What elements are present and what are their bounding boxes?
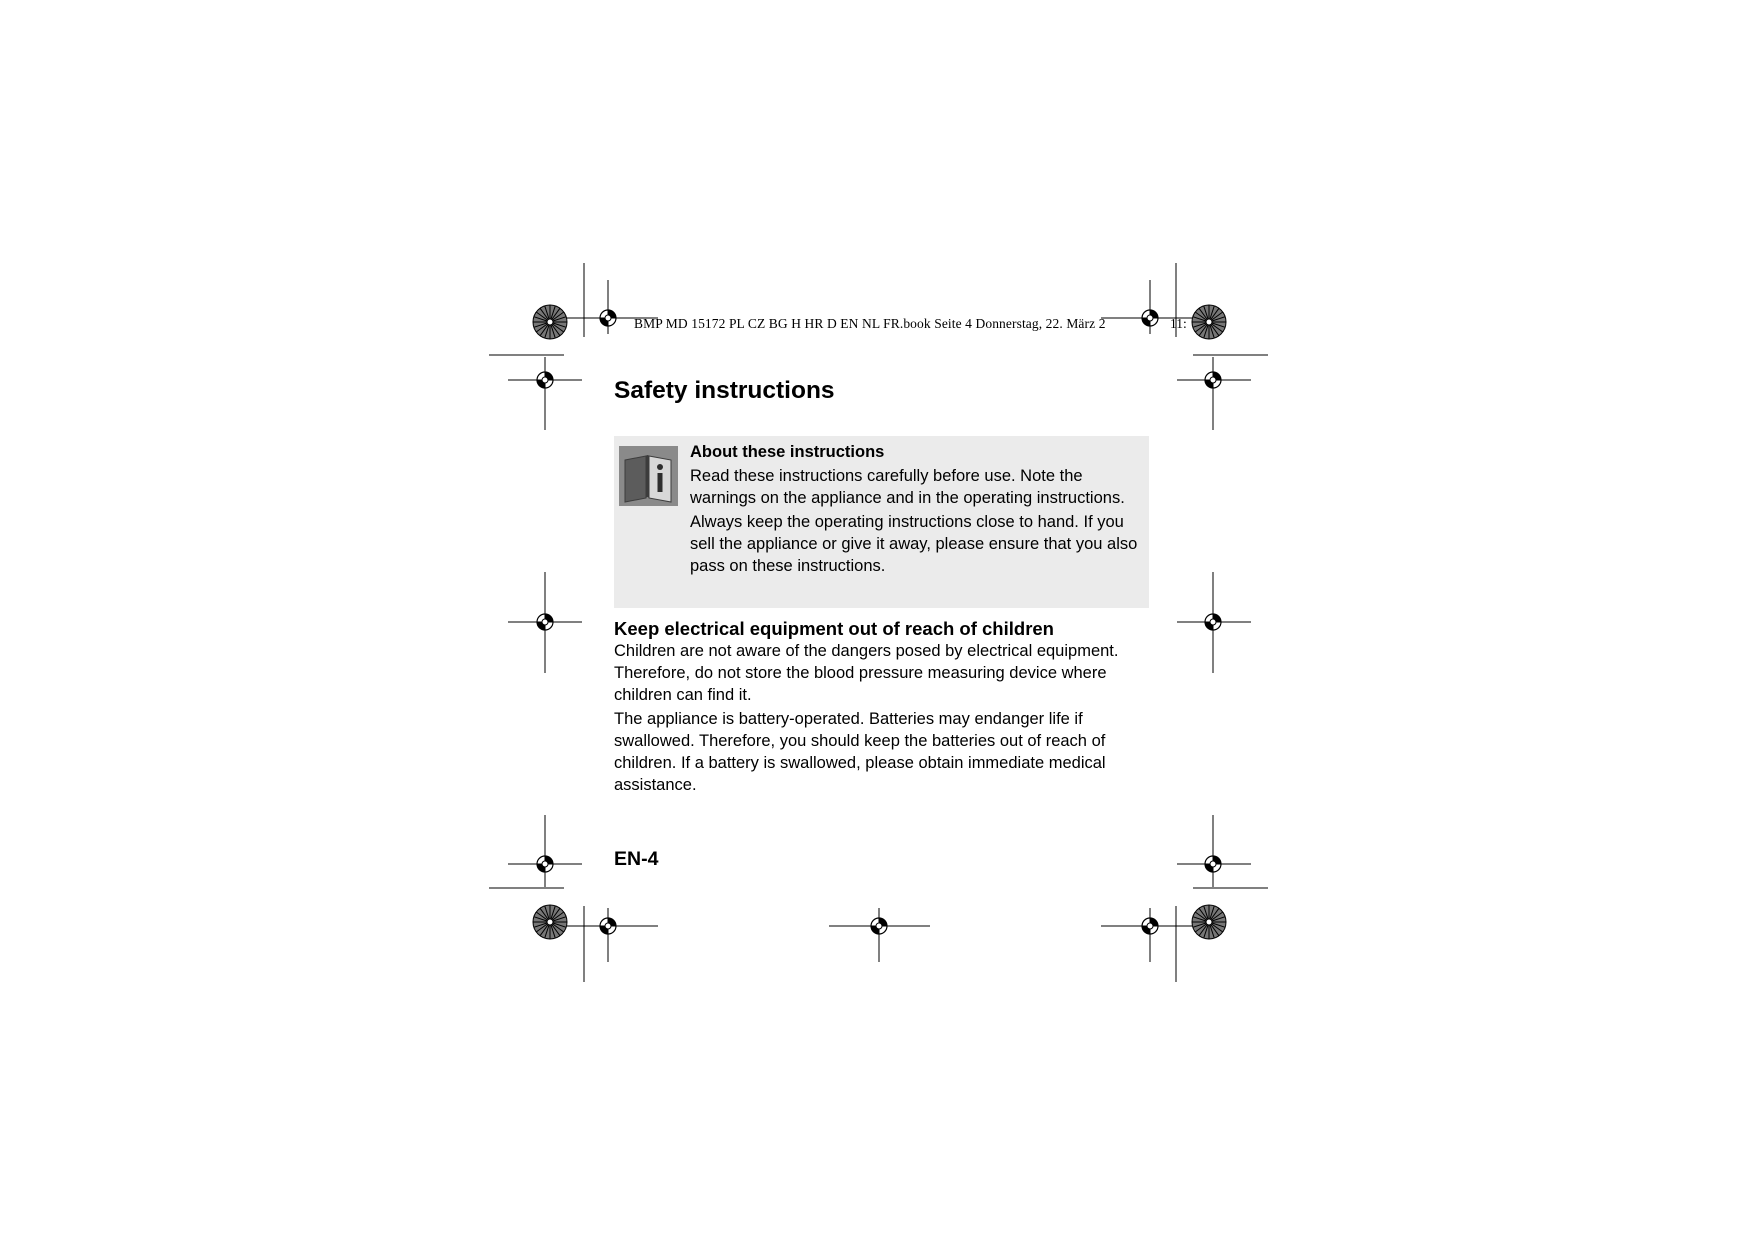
info-book-icon (619, 446, 678, 506)
info-box-paragraph: Read these instructions carefully before use. Note the warnings on the appliance and in the operating instructions. (690, 467, 1125, 507)
print-slug-line (634, 316, 1106, 332)
section-paragraph: Children are not aware of the dangers posed by electrical equipment. Therefore, do not store the blood pressure measuring device where children can find it. (614, 642, 1119, 704)
info-box (614, 436, 1149, 608)
section-heading: Keep electrical equipment out of reach of children (614, 618, 1054, 639)
info-box-heading: About these instructions (690, 443, 885, 461)
info-box-paragraph: Always keep the operating instructions close to hand. If you sell the appliance or give it away, please ensure that you also pass on these instructions. (690, 513, 1138, 575)
page-number: EN-4 (614, 848, 659, 870)
page-title: Safety instructions (614, 377, 835, 404)
section-paragraph: The appliance is battery-operated. Batteries may endanger life if swallowed. Therefore, you should keep the batteries out of reach of children. If a battery is swallowed, please obtain immediate medical assistance. (614, 710, 1106, 794)
slug-file-line-tail: 11: (1170, 316, 1187, 331)
children-safety-section (614, 618, 1154, 796)
slug-file-line: BMP MD 15172 PL CZ BG H HR D EN NL FR.book Seite 4 Donnerstag, 22. März 2 (634, 316, 1106, 331)
